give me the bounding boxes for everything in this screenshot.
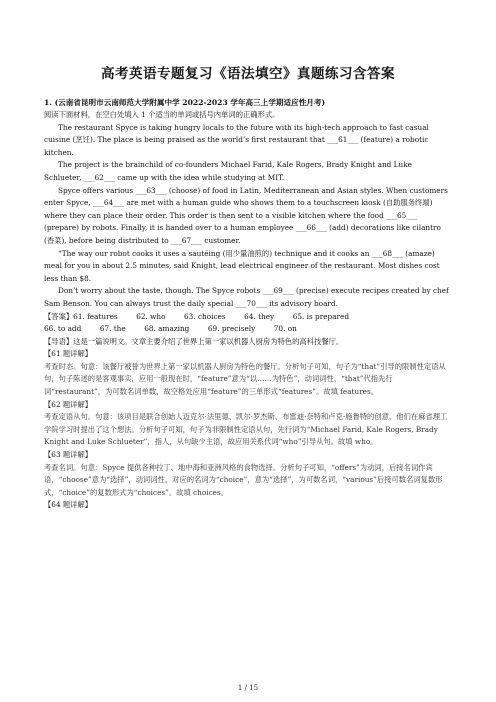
page-number: 1 / 15 [237,684,259,692]
guide-text: 【导语】这是一篇说明文。文章主要介绍了世界上第一家以机器人厨房为特色的高科技餐厅。 [44,336,344,346]
q63-explanation: 考查名词。句意：Spyce 提供各种拉丁、地中海和亚洲风格的食物选择。分析句子可知，“offers”为动词，后接名词作宾语，“choose”意为“选择”，动词词性，对应的名词为“choice”，意为“选择”，为可数名词，“various”后接可数名词复数形式，“choice”的复数形式为“choices”。故填 choices。 [44,462,443,497]
instruction-text: 阅读下面材料，在空白处填入 1 个适当的单词或括号内单词的正确形式。 [44,110,280,119]
passage-paragraph-5: Don’t worry about the taste, though. The Spyce robots ___69___ (precise) execute recipes created by chef Sam Benson. You can always trust the daily special ___70___ its advisory board. [44,286,449,308]
passage-paragraph-3: Spyce offers various ___63___ (choose) of food in Latin, Mediterranean and Asian styles. When customers enter Spyce, ___64___ are met with a human guide who shows them to a touchscreen kiosk (自助服务终端) where they can place their order. This order is then sent to a visible kitchen where the food ___65___ (prepare) by robots. Finally, it is handed over to a human employee ___66___ (add) decorations like cilantro (香菜), before being distributed to ___67___ customer. [44,185,448,245]
q62-explanation-tag: 【62 题详解】 [44,399,93,409]
passage-paragraph-1: The restaurant Spyce is taking hungry locals to the future with its high-tech approach to fast casual cuisine (烹饪). The place is being praised as the world’s first restaurant that ___61___ (feature) a robotic kitchen. [44,122,429,157]
page-title: 高考英语专题复习《语法填空》真题练习含答案 [101,66,395,82]
q62-explanation: 考查定语从句。句意：该项目是联合创始人迈克尔·法里德、凯尔·罗杰斯、布雷迪·奈特和卢克·施鲁特的创意，他们在麻省理工学院学习时提出了这个想法。分析句子可知，句子为非限制性定语从句，先行词为“Michael Farid, Kale Rogers, Brady Knight and Luke Schlueter”，指人，从句缺少主语，故应用关系代词“who”引导从句。故填 who。 [44,412,448,447]
question-header: 1. (云南省昆明市云南师范大学附属中学 2022-2023 学年高三上学期适应性月考) [44,98,326,107]
answer-line-2: 66. to add 67. the 68. amazing 69. precisely 70. on [44,324,297,334]
q63-explanation-tag: 【63 题详解】 [44,450,93,460]
passage-paragraph-2: The project is the brainchild of co-founders Michael Farid, Kale Rogers, Brady Knight and Luke Schlueter, ___62___ came up with the idea while studying at MIT. [44,160,412,182]
document-body [44,97,450,512]
answer-line-1: 【答案】61. features 62. who 63. choices 64. they 65. is prepared [44,311,350,321]
passage-paragraph-4: “The way our robot cooks it uses a sautéing (用少量油煎的) technique and it cooks an ___68___ (amaze) meal for you in about 2.5 minutes, said Knight, lead electrical engineer of the restaurant. Most dishes cost less than $8. [44,248,440,283]
q64-explanation-tag: 【64 题详解】 [44,500,93,510]
q61-explanation-tag: 【61 题详解】 [44,349,93,359]
q61-explanation: 考查时态。句意：该餐厅被誉为世界上第一家以机器人厨房为特色的餐厅。分析句子可知，句子为“that”引导的限制性定语从句，句子陈述的是客观事实，应用一般现在时，“feature”意为“以……为特色”，动词词性，“that”代指先行词“restaurant”，为可数名词单数，故空格处应用“feature”的三单形式“features”。故填 features。 [44,361,446,397]
